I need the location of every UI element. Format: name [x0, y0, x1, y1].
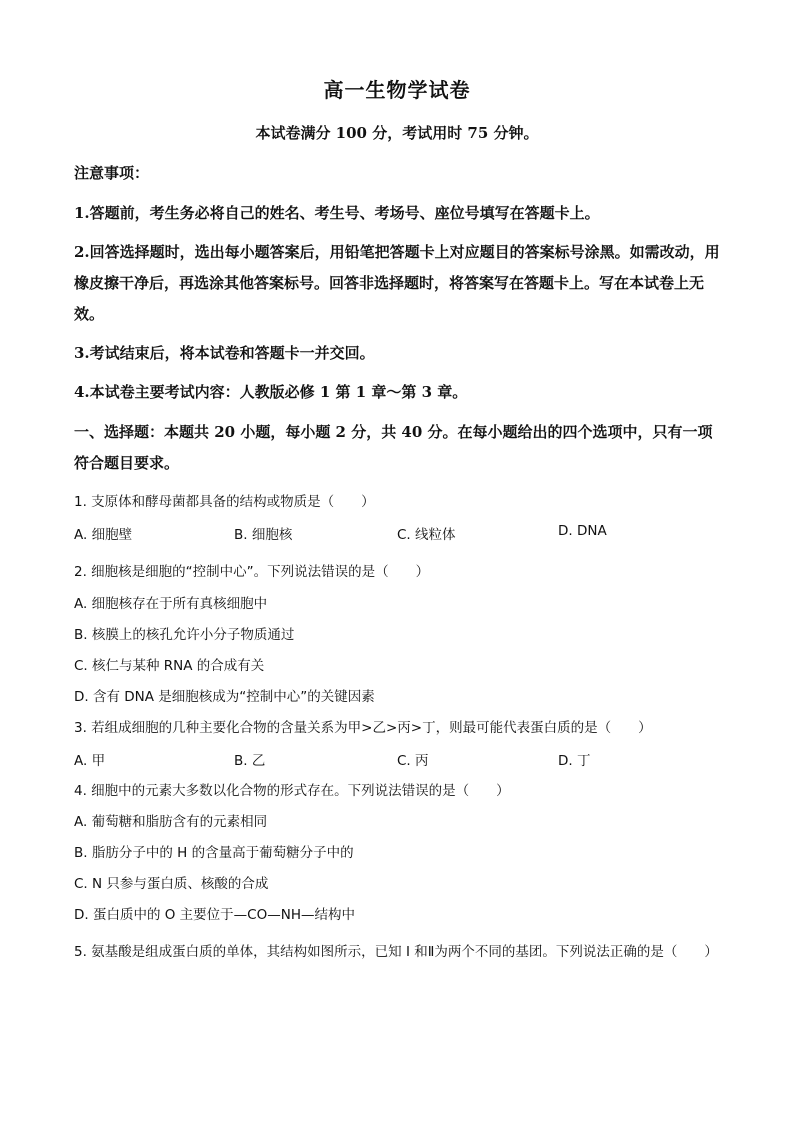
- option-b: B. 脂肪分子中的 H 的含量高于葡萄糖分子中的: [74, 845, 354, 861]
- option-c: C. 核仁与某种 RNA 的合成有关: [74, 658, 265, 674]
- option-a: A. 细胞核存在于所有真核细胞中: [74, 596, 268, 612]
- option-c: C. N 只参与蛋白质、核酸的合成: [74, 876, 269, 892]
- option-d: D. 含有 DNA 是细胞核成为“控制中心”的关键因素: [74, 689, 375, 705]
- page-title: 高一生物学试卷: [323, 78, 471, 102]
- question-stem: 5. 氨基酸是组成蛋白质的单体，其结构如图所示，已知 I 和Ⅱ为两个不同的基团。下列说法正确的是（ ）: [74, 944, 718, 960]
- option-row: [74, 523, 724, 543]
- option-d: D. 丁: [558, 753, 591, 769]
- section-heading: 一、选择题：本题共 20 小题，每小题 2 分，共 40 分。在每小题给出的四个选项中，只有一项符合题目要求。: [74, 423, 713, 472]
- notice-heading: 注意事项：: [74, 164, 150, 182]
- option-b: B. 乙: [234, 753, 266, 769]
- question-stem: 2. 细胞核是细胞的“控制中心”。下列说法错误的是（ ）: [74, 564, 430, 580]
- notice-item: 4.本试卷主要考试内容：人教版必修 1 第 1 章～第 3 章。: [74, 383, 468, 401]
- option-d: D. DNA: [558, 523, 607, 539]
- notice-item: 1.答题前，考生务必将自己的姓名、考生号、考场号、座位号填写在答题卡上。: [74, 204, 600, 222]
- option-a: A. 甲: [74, 753, 106, 769]
- option-d: D. 蛋白质中的 O 主要位于—CO—NH—结构中: [74, 907, 355, 923]
- option-b: B. 细胞核: [234, 527, 293, 543]
- notice-item: 2.回答选择题时，选出每小题答案后，用铅笔把答题卡上对应题目的答案标号涂黑。如需改动，用橡皮擦干净后，再选涂其他答案标号。回答非选择题时，将答案写在答题卡上。写在本试卷上无效。: [74, 243, 720, 323]
- option-b: B. 核膜上的核孔允许小分子物质通过: [74, 627, 295, 643]
- question-stem: 3. 若组成细胞的几种主要化合物的含量关系为甲>乙>丙>丁，则最可能代表蛋白质的是（ ）: [74, 720, 652, 736]
- option-a: A. 葡萄糖和脂肪含有的元素相同: [74, 814, 268, 830]
- option-row: [74, 749, 724, 769]
- question-stem: 4. 细胞中的元素大多数以化合物的形式存在。下列说法错误的是（ ）: [74, 783, 510, 799]
- option-c: C. 丙: [397, 753, 429, 769]
- question-stem: 1. 支原体和酵母菌都具备的结构或物质是（ ）: [74, 494, 375, 510]
- exam-info: 本试卷满分 100 分，考试用时 75 分钟。: [255, 124, 539, 142]
- option-a: A. 细胞壁: [74, 527, 133, 543]
- option-c: C. 线粒体: [397, 527, 456, 543]
- notice-item: 3.考试结束后，将本试卷和答题卡一并交回。: [74, 344, 375, 362]
